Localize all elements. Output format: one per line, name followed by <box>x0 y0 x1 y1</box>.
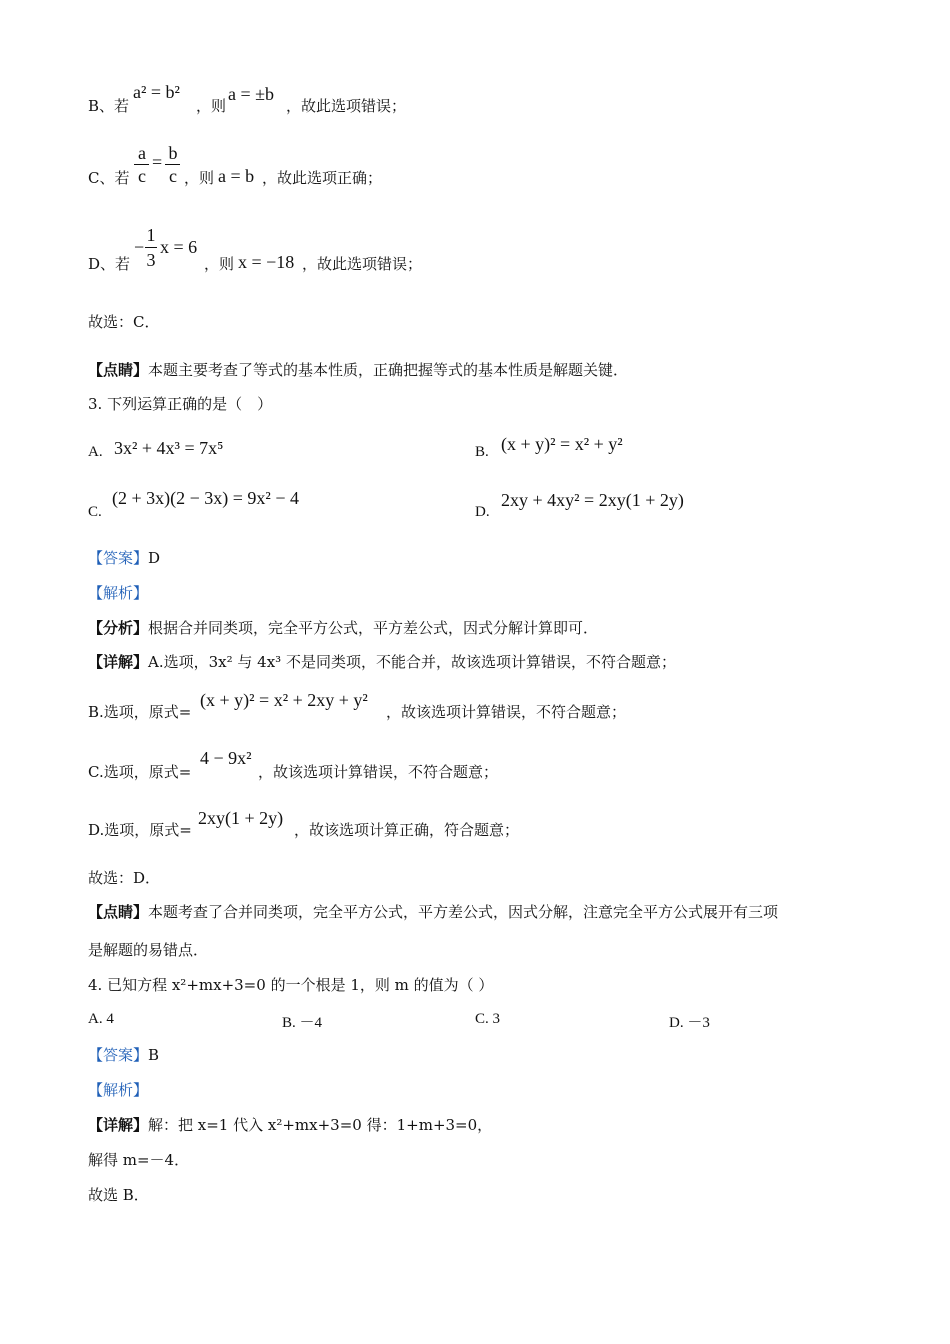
q3-detail-c-tail: ，故该选项计算错误，不符合题意； <box>258 763 499 781</box>
q4-analysis <box>88 1080 148 1100</box>
q4-analysis-tag: 【解析】 <box>88 1081 149 1099</box>
q3-fenxi-text: 根据合并同类项，完全平方公式，平方差公式，因式分解计算即可． <box>148 619 599 637</box>
q2-c-frac-b-den: c <box>169 166 177 186</box>
q3-comment-line2: 是解题的易错点． <box>88 941 209 959</box>
q2-d-minus: − <box>134 237 145 257</box>
q2-b-equation: a² = b² <box>133 82 180 102</box>
q2-d-frac-num: 1 <box>146 225 156 245</box>
q2-comment-text: 本题主要考查了等式的基本性质，正确把握等式的基本性质是解题关键． <box>148 361 629 379</box>
q4-detail-tag: 【详解】 <box>88 1116 149 1134</box>
q3-detail-b-expr: (x + y)² = x² + 2xy + y² <box>200 690 368 710</box>
q2-d-eq-rest: x = 6 <box>160 237 198 257</box>
q2-comment-tag: 【点睛】 <box>88 361 149 379</box>
q3-detail-c-expr: 4 − 9x² <box>200 748 252 768</box>
q3-detail-b-tail: ，故该选项计算错误，不符合题意； <box>386 703 627 721</box>
q2-c-mid: ，则 <box>184 169 215 187</box>
q4-option-d: D. －3 <box>669 1015 710 1031</box>
q2-b-mid: ，则 <box>196 97 227 115</box>
q3-analysis <box>88 583 148 603</box>
q4-detail-text: 解：把 x=1 代入 x²+mx+3=0 得：1+m+3=0， <box>148 1116 493 1134</box>
q2-c-result: a = b <box>218 166 255 186</box>
q4-option-c: C. 3 <box>475 1011 501 1027</box>
q3-fenxi-tag: 【分析】 <box>88 619 149 637</box>
q2-b-tail: ，故此选项错误； <box>286 97 407 115</box>
q3-analysis-tag: 【解析】 <box>88 584 149 602</box>
q3-fenxi <box>88 618 598 638</box>
q3-comment-1 <box>88 902 778 922</box>
q2-d-mid: ，则 <box>204 255 235 273</box>
q3-detail-d-tail: ，故该选项计算正确，符合题意； <box>294 821 520 839</box>
q3-detail-d-prefix: D.选项，原式= <box>88 821 192 839</box>
q2-c-frac-a-num: a <box>138 143 146 163</box>
q2-b-prefix: B、若 <box>88 97 130 115</box>
q2-c-frac-b-num: b <box>168 143 178 163</box>
q4-choose: 故选 B． <box>88 1186 149 1204</box>
q3-option-b-label: B. <box>475 444 489 460</box>
q2-d-prefix: D、若 <box>88 255 131 273</box>
q3-answer-value: D <box>148 549 161 567</box>
q3-detail-d-expr: 2xy(1 + 2y) <box>198 808 284 828</box>
q4-detail <box>88 1115 492 1135</box>
q2-option-c <box>88 168 129 188</box>
q4-option-b: B. －4 <box>282 1015 323 1031</box>
q3-option-a-expr: 3x² + 4x³ = 7x⁵ <box>114 438 224 458</box>
q2-c-frac-a-bar <box>134 164 149 165</box>
q2-d-result: x = −18 <box>238 252 295 272</box>
q3-comment-line1: 本题考查了合并同类项，完全平方公式，平方差公式，因式分解，注意完全平方公式展开有三项 <box>148 903 779 921</box>
q3-answer-tag: 【答案】 <box>88 549 149 567</box>
q2-c-prefix: C、若 <box>88 169 130 187</box>
q4-answer-tag: 【答案】 <box>88 1046 149 1064</box>
q3-detail-tag: 【详解】 <box>88 653 149 671</box>
q2-c-tail: ，故此选项正确； <box>262 169 383 187</box>
q2-choose: 故选：C． <box>88 313 160 331</box>
q4-answer-value: B <box>148 1046 160 1064</box>
q3-option-d-expr: 2xy + 4xy² = 2xy(1 + 2y) <box>501 490 684 510</box>
q3-detail-d <box>88 820 192 840</box>
q3-option-b-expr: (x + y)² = x² + y² <box>501 434 623 454</box>
q3-option-a-label: A. <box>88 444 103 460</box>
q4-answer <box>88 1045 159 1065</box>
q3-choose: 故选：D． <box>88 869 161 887</box>
q2-option-d <box>88 254 130 274</box>
q2-d-tail: ，故此选项错误； <box>302 255 423 273</box>
q3-detail-a <box>88 652 676 672</box>
q3-title: 3. 下列运算正确的是（ ） <box>88 395 273 413</box>
q3-detail-a-text: A.选项，3x² 与 4x³ 不是同类项，不能合并，故该选项计算错误，不符合题意； <box>148 653 676 671</box>
q3-option-c-expr: (2 + 3x)(2 − 3x) = 9x² − 4 <box>112 488 299 508</box>
q3-option-d-label: D. <box>475 504 490 520</box>
q3-option-c-label: C. <box>88 504 102 520</box>
q2-d-frac-den: 3 <box>146 250 156 270</box>
q4-title: 4. 已知方程 x²+mx+3=0 的一个根是 1，则 m 的值为（ ） <box>88 976 494 994</box>
q2-c-frac-b-bar <box>165 164 180 165</box>
q3-detail-c-prefix: C.选项，原式= <box>88 763 192 781</box>
q2-option-b <box>88 96 129 116</box>
q2-c-equals: = <box>152 152 163 172</box>
q4-option-a: A. 4 <box>88 1011 114 1027</box>
q4-solve: 解得 m=－4． <box>88 1151 190 1169</box>
q2-c-frac-a-den: c <box>138 166 146 186</box>
q3-comment-tag: 【点睛】 <box>88 903 149 921</box>
q2-d-frac-bar <box>145 247 157 248</box>
q3-detail-c <box>88 762 191 782</box>
q3-answer <box>88 548 160 568</box>
q3-detail-b <box>88 702 191 722</box>
q2-b-result: a = ±b <box>228 84 275 104</box>
q3-detail-b-prefix: B.选项，原式= <box>88 703 192 721</box>
q2-comment <box>88 360 628 380</box>
